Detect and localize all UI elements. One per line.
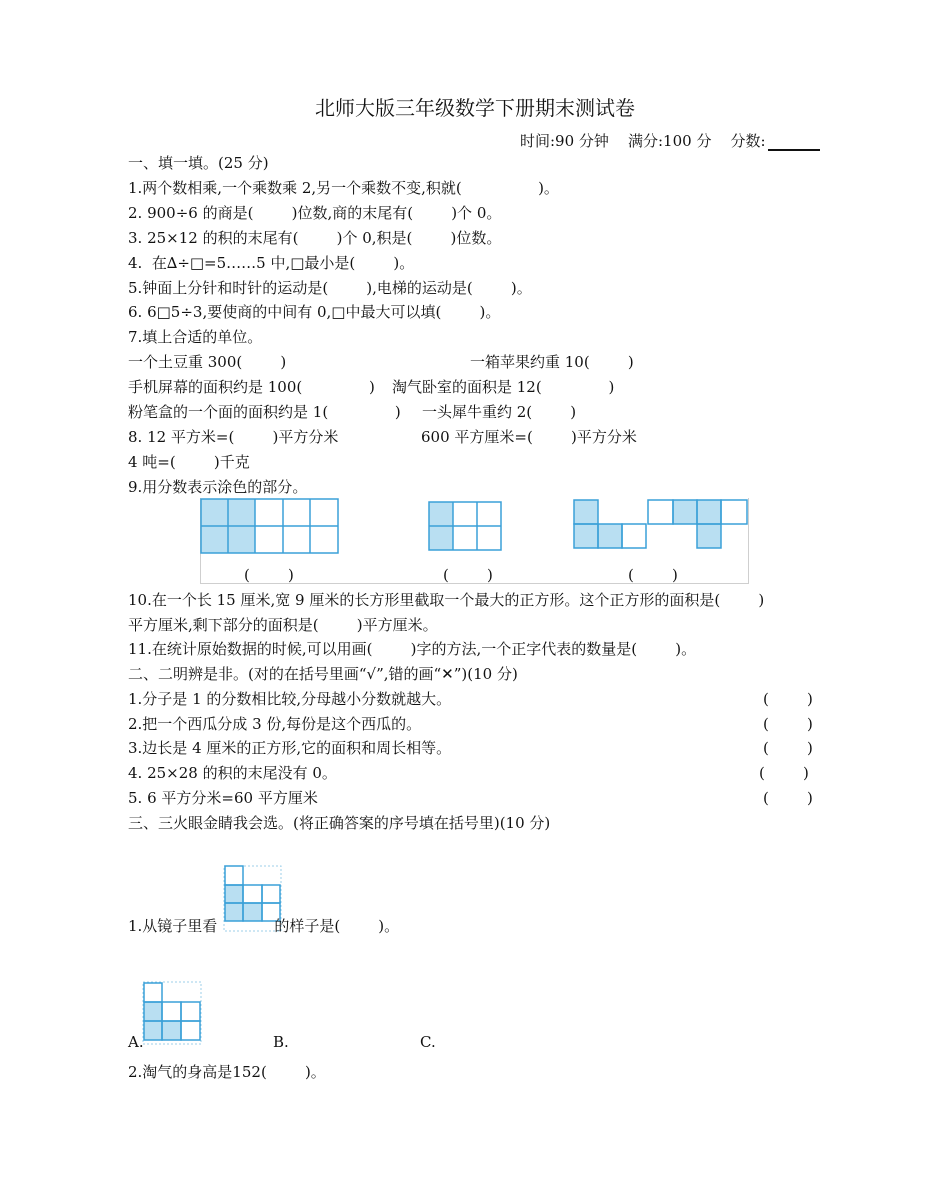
unit-potato: 一个土豆重 300( ) bbox=[128, 353, 287, 371]
judge-item-3: 3.边长是 4 厘米的正方形,它的面积和周长相等。 bbox=[128, 739, 452, 757]
fraction-answer-2[interactable]: ( ) bbox=[443, 566, 493, 584]
unit-phone: 手机屏幕的面积约是 100( ) bbox=[128, 378, 375, 396]
fraction-answer-3[interactable]: ( ) bbox=[628, 566, 678, 584]
question-1-3: 3. 25×12 的积的末尾有( )个 0,积是( )位数。 bbox=[128, 229, 502, 247]
question-1-6: 6. 6□5÷3,要使商的中间有 0,□中最大可以填( )。 bbox=[128, 303, 501, 321]
section1-heading: 一、填一填。(25 分) bbox=[128, 154, 269, 172]
question-3-1 bbox=[128, 916, 399, 936]
question-1-8c: 4 吨=( )千克 bbox=[128, 453, 250, 471]
question-1-9: 9.用分数表示涂色的部分。 bbox=[128, 478, 308, 496]
section3-heading: 三、三火眼金睛我会选。(将正确答案的序号填在括号里)(10 分) bbox=[128, 814, 551, 832]
section2-heading: 二、二明辨是非。(对的在括号里画“√”,错的画“✕”)(10 分) bbox=[128, 665, 518, 683]
judge-item-4: 4. 25×28 的积的末尾没有 0。 bbox=[128, 764, 337, 782]
question-3-1-prefix: 1.从镜子里看 bbox=[128, 917, 218, 935]
unit-bedroom: 淘气卧室的面积是 12( ) bbox=[392, 378, 615, 396]
question-1-10b: 平方厘米,剩下部分的面积是( )平方厘米。 bbox=[128, 616, 438, 634]
unit-chalkbox: 粉笔盒的一个面的面积约是 1( ) bbox=[128, 403, 401, 421]
judge-paren-5[interactable]: ( ) bbox=[763, 789, 813, 807]
question-1-8b: 600 平方厘米=( )平方分米 bbox=[421, 428, 637, 446]
question-3-1-suffix: 的样子是( )。 bbox=[274, 917, 400, 935]
question-1-10a: 10.在一个长 15 厘米,宽 9 厘米的长方形里截取一个最大的正方形。这个正方形的面积是( ) bbox=[128, 591, 765, 609]
judge-item-2: 2.把一个西瓜分成 3 份,每份是这个西瓜的。 bbox=[128, 715, 422, 733]
judge-paren-1[interactable]: ( ) bbox=[763, 690, 813, 708]
judge-item-1: 1.分子是 1 的分数相比较,分母越小分数就越大。 bbox=[128, 690, 452, 708]
question-1-1: 1.两个数相乘,一个乘数乘 2,另一个乘数不变,积就( )。 bbox=[128, 179, 559, 197]
fraction-answer-1[interactable]: ( ) bbox=[244, 566, 294, 584]
judge-item-5: 5. 6 平方分米=60 平方厘米 bbox=[128, 789, 318, 807]
option-b-label[interactable]: B. bbox=[273, 1033, 289, 1051]
unit-apples: 一箱苹果约重 10( ) bbox=[470, 353, 634, 371]
score-label: 分数: bbox=[730, 132, 766, 150]
question-1-5: 5.钟面上分针和时针的运动是( ),电梯的运动是( )。 bbox=[128, 279, 532, 297]
full-marks: 满分:100 分 bbox=[628, 132, 712, 150]
question-1-2: 2. 900÷6 的商是( )位数,商的末尾有( )个 0。 bbox=[128, 204, 502, 222]
judge-paren-4[interactable]: ( ) bbox=[759, 764, 809, 782]
mirror-option-a-figure bbox=[143, 982, 201, 1044]
option-a-label[interactable]: A. bbox=[128, 1033, 144, 1051]
question-1-11: 11.在统计原始数据的时候,可以用画( )字的方法,一个正字代表的数量是( )。 bbox=[128, 640, 697, 658]
unit-rhino: 一头犀牛重约 2( ) bbox=[422, 403, 577, 421]
question-3-2: 2.淘气的身高是152( )。 bbox=[128, 1063, 326, 1081]
time-limit: 时间:90 分钟 bbox=[520, 132, 609, 150]
option-c-label[interactable]: C. bbox=[420, 1033, 436, 1051]
judge-paren-3[interactable]: ( ) bbox=[763, 739, 813, 757]
question-1-4: 4. 在∆÷□=5……5 中,□最小是( )。 bbox=[128, 254, 415, 272]
question-1-8a: 8. 12 平方米=( )平方分米 bbox=[128, 428, 339, 446]
judge-paren-2[interactable]: ( ) bbox=[763, 715, 813, 733]
page-title: 北师大版三年级数学下册期末测试卷 bbox=[315, 96, 635, 120]
question-1-7: 7.填上合适的单位。 bbox=[128, 328, 263, 346]
